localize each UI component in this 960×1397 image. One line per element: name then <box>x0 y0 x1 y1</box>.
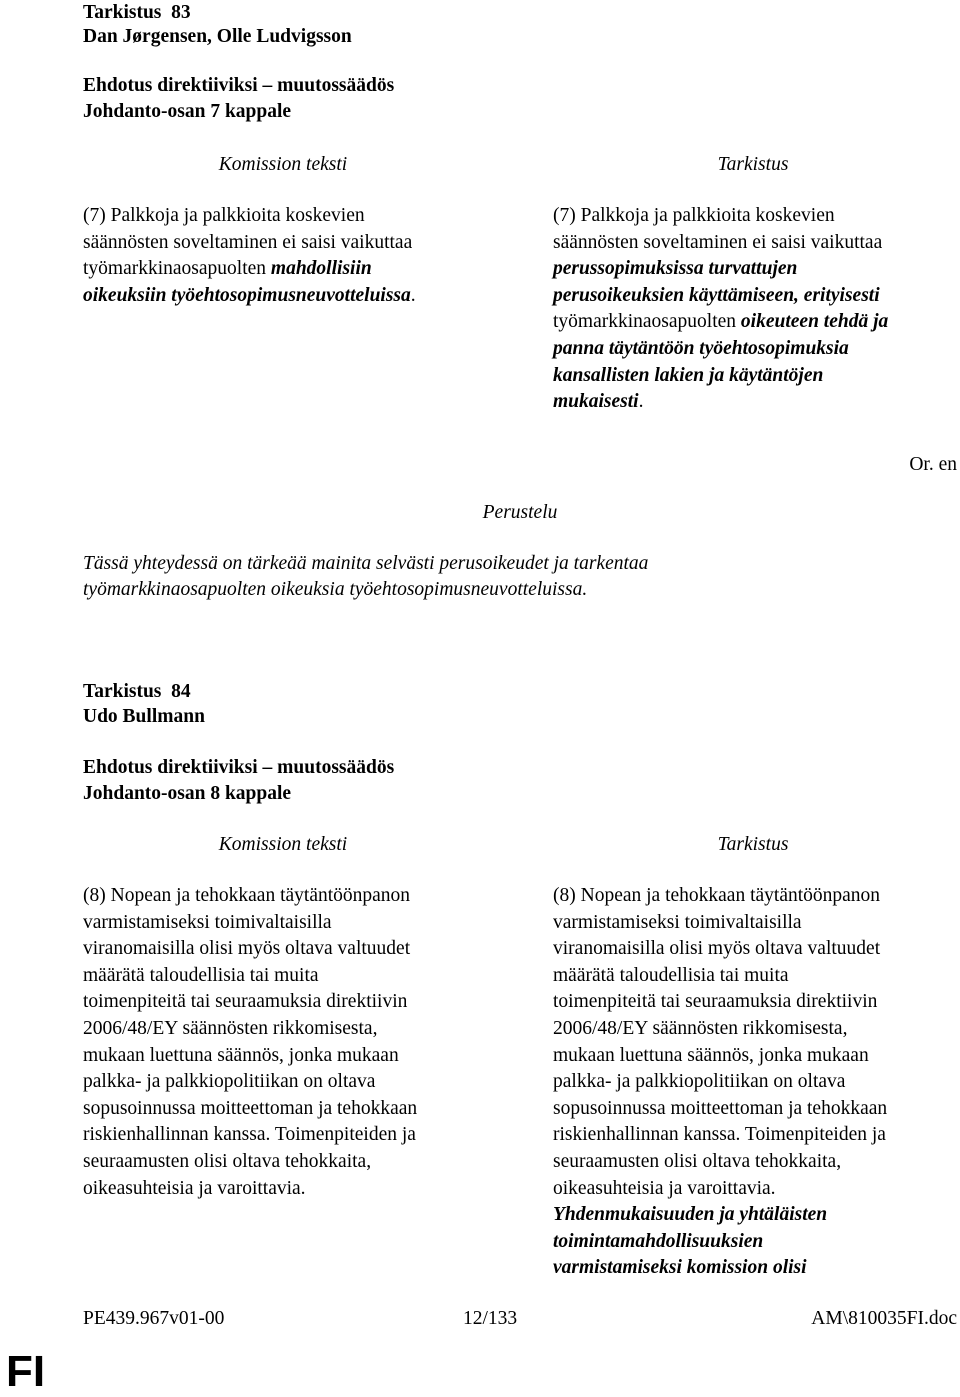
footer-doc-ref: PE439.967v01-00 <box>83 1308 225 1329</box>
text-line: mukaan luettuna säännös, jonka mukaan <box>83 1044 399 1066</box>
added-text-line: Yhdenmukaisuuden ja yhtäläisten <box>553 1204 828 1226</box>
amendment-84-recital: Johdanto-osan 8 kappale <box>83 783 292 804</box>
text-line: sopusoinnussa moitteettoman ja tehokkaan <box>553 1097 888 1119</box>
amendment-84-amended-text <box>553 883 887 1282</box>
text-line: säännösten soveltaminen ei saisi vaikuttaa <box>553 231 883 253</box>
amendment-84-proposal: Ehdotus direktiiviksi – muutossäädös <box>83 757 395 778</box>
added-text-line: toimintamahdollisuuksien <box>553 1230 764 1252</box>
text-line: (8) Nopean ja tehokkaan täytäntöönpanon <box>553 885 881 906</box>
text-line: (7) Palkkoja ja palkkioita koskevien <box>83 205 365 226</box>
text-line: mukaisesti. <box>553 391 644 413</box>
amendment-83-title: Tarkistus 83 <box>83 2 191 23</box>
text-line: kansallisten lakien ja käytäntöjen <box>553 364 824 386</box>
footer-file-name: AM\810035FI.doc <box>811 1308 957 1329</box>
text-line: riskienhallinnan kanssa. Toimenpiteiden ja <box>83 1124 416 1146</box>
text-line: mukaan luettuna säännös, jonka mukaan <box>553 1044 869 1066</box>
text-line: palkka- ja palkkiopolitiikan on oltava <box>553 1071 846 1093</box>
text-line: määrätä taloudellisia tai muita <box>83 964 319 986</box>
amendment-84-commission-text <box>83 883 417 1202</box>
text-line: viranomaisilla olisi myös oltava valtuudet <box>553 938 881 960</box>
footer-page-number: 12/133 <box>463 1308 518 1329</box>
text-line: oikeuksiin työehtosopimusneuvotteluissa. <box>83 284 416 306</box>
text-line: palkka- ja palkkiopolitiikan on oltava <box>83 1071 376 1093</box>
amendment-84-right-header: Tarkistus <box>717 834 789 855</box>
text-line: Tässä yhteydessä on tärkeää mainita selvästi perusoikeudet ja tarkentaa <box>83 553 649 574</box>
amendment-83-left-header: Komission teksti <box>218 154 348 175</box>
text-line: varmistamiseksi toimivaltaisilla <box>553 911 802 933</box>
text-line: säännösten soveltaminen ei saisi vaikuttaa <box>83 231 413 253</box>
language-code: FI <box>6 1347 46 1396</box>
amendment-83-amended-text <box>553 203 888 416</box>
text-line: toimenpiteitä tai seuraamuksia direktiivin <box>83 991 408 1013</box>
amendment-84-left-header: Komission teksti <box>218 834 348 855</box>
amendment-83-recital: Johdanto-osan 7 kappale <box>83 101 292 122</box>
amendment-83-proposal: Ehdotus direktiiviksi – muutossäädös <box>83 75 395 96</box>
text-line: perusoikeuksien käyttämiseen, erityisesti <box>553 284 880 306</box>
text-line: 2006/48/EY säännösten rikkomisesta, <box>553 1017 848 1039</box>
justification-text <box>83 551 648 603</box>
amendment-84-authors: Udo Bullmann <box>83 706 205 727</box>
text-line: työmarkkinaosapuolten oikeuteen tehdä ja <box>553 311 889 333</box>
text-line: 2006/48/EY säännösten rikkomisesta, <box>83 1017 378 1039</box>
text-line: oikeasuhteisia ja varoittavia. <box>553 1177 776 1199</box>
text-line: riskienhallinnan kanssa. Toimenpiteiden ja <box>553 1124 886 1146</box>
text-line: sopusoinnussa moitteettoman ja tehokkaan <box>83 1097 418 1119</box>
text-line: seuraamusten olisi oltava tehokkaita, <box>83 1150 372 1172</box>
text-line: seuraamusten olisi oltava tehokkaita, <box>553 1150 842 1172</box>
text-line: panna täytäntöön työehtosopimuksia <box>553 337 849 359</box>
text-line: varmistamiseksi toimivaltaisilla <box>83 911 332 933</box>
text-line: (8) Nopean ja tehokkaan täytäntöönpanon <box>83 885 411 906</box>
text-line: oikeasuhteisia ja varoittavia. <box>83 1177 306 1199</box>
text-line: työmarkkinaosapuolten mahdollisiin <box>83 258 372 280</box>
amendment-83-authors: Dan Jørgensen, Olle Ludvigsson <box>83 26 352 47</box>
added-text-line: varmistamiseksi komission olisi <box>553 1257 807 1279</box>
amendment-83-right-header: Tarkistus <box>717 154 789 175</box>
text-line: (7) Palkkoja ja palkkioita koskevien <box>553 205 835 226</box>
text-line: viranomaisilla olisi myös oltava valtuudet <box>83 938 411 960</box>
text-line: määrätä taloudellisia tai muita <box>553 964 789 986</box>
amendment-83-commission-text <box>83 203 416 309</box>
text-line: perussopimuksissa turvattujen <box>553 258 798 280</box>
justification-header: Perustelu <box>482 502 558 523</box>
original-language: Or. en <box>909 454 957 475</box>
amendment-84-title: Tarkistus 84 <box>83 681 191 702</box>
text-line: toimenpiteitä tai seuraamuksia direktiivin <box>553 991 878 1013</box>
text-line: työmarkkinaosapuolten oikeuksia työehtosopimusneuvotteluissa. <box>83 579 588 600</box>
